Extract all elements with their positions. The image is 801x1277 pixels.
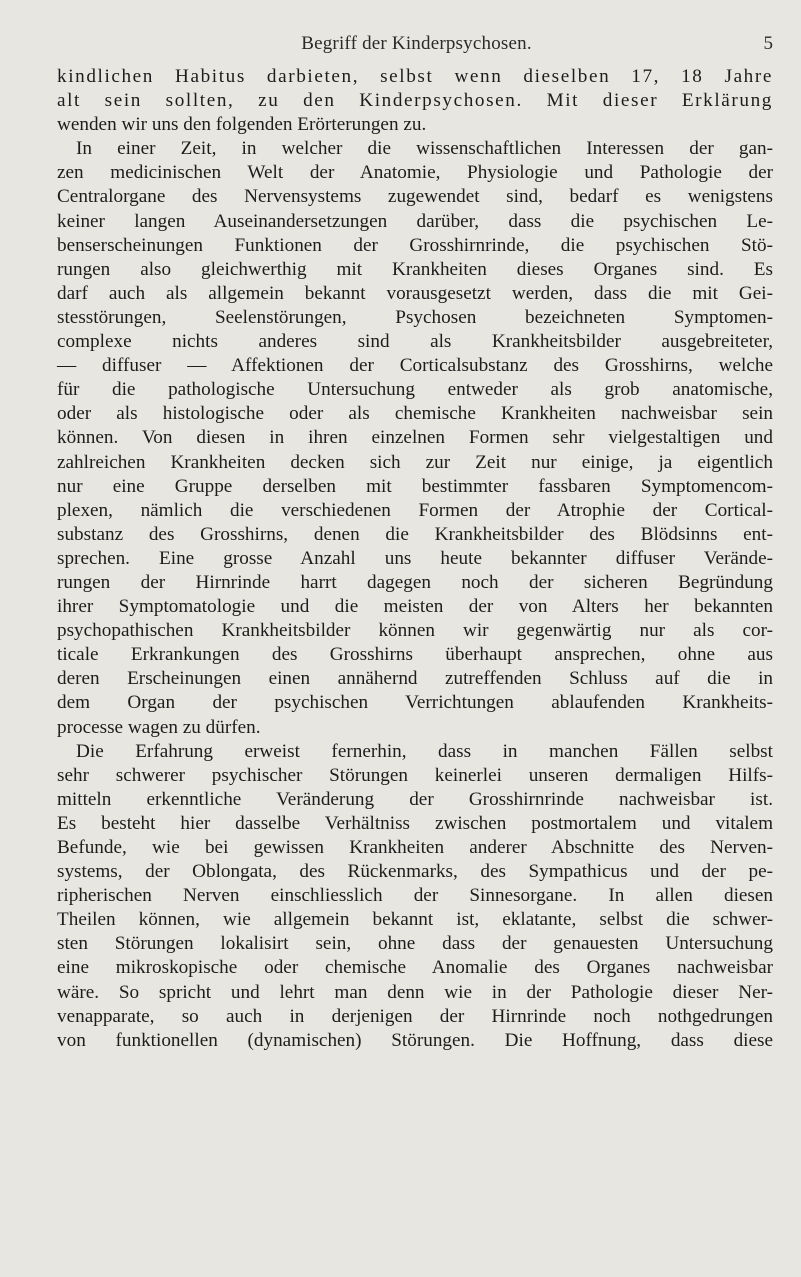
text-line: deren Erscheinungen einen annähernd zutreffenden Schluss auf die in — [57, 668, 773, 690]
running-title: Begriff der Kinderpsychosen. — [301, 33, 532, 54]
text-line: ticale Erkrankungen des Grosshirns überhaupt ansprechen, ohne aus — [57, 644, 773, 666]
text-line: Befunde, wie bei gewissen Krankheiten anderer Abschnitte des Nerven- — [57, 837, 773, 858]
text-line: rungen der Hirnrinde harrt dagegen noch der sicheren Begründung — [57, 571, 773, 593]
body-text — [57, 65, 773, 1053]
text-line: dem Organ der psychischen Verrichtungen ablaufenden Krankheits- — [57, 692, 773, 714]
text-line: sprechen. Eine grosse Anzahl uns heute bekannter diffuser Verände- — [57, 547, 773, 569]
text-line: plexen, nämlich die verschiedenen Formen der Atrophie der Cortical- — [57, 499, 773, 521]
text-line: alt sein sollten, zu den Kinderpsychosen. Mit dieser Erklärung — [57, 90, 773, 112]
text-line: keiner langen Auseinandersetzungen darüber, dass die psychischen Le- — [57, 210, 773, 232]
text-line: Theilen können, wie allgemein bekannt ist, eklatante, selbst die schwer- — [57, 909, 773, 931]
text-line: oder als histologische oder als chemische Krankheiten nachweisbar sein — [57, 403, 773, 425]
text-line: stesstörungen, Seelenstörungen, Psychosen bezeichneten Symptomen- — [57, 306, 773, 328]
text-line: zen medicinischen Welt der Anatomie, Physiologie und Pathologie der — [57, 162, 773, 184]
text-line: Die Erfahrung erweist fernerhin, dass in manchen Fällen selbst — [76, 740, 773, 762]
text-line: Es besteht hier dasselbe Verhältniss zwischen postmortalem und vitalem — [57, 812, 773, 834]
text-line: venapparate, so auch in derjenigen der Hirnrinde noch nothgedrungen — [57, 1005, 773, 1027]
text-line: wäre. So spricht und lehrt man denn wie in der Pathologie dieser Ner- — [57, 981, 773, 1003]
text-line: sehr schwerer psychischer Störungen keinerlei unseren dermaligen Hilfs- — [57, 764, 773, 786]
text-line: In einer Zeit, in welcher die wissenschaftlichen Interessen der gan- — [76, 138, 773, 160]
text-line: nur eine Gruppe derselben mit bestimmter fassbaren Symptomencom- — [57, 475, 773, 497]
text-line: darf auch als allgemein bekannt vorausgesetzt werden, dass die mit Gei- — [57, 282, 773, 304]
text-line: systems, der Oblongata, des Rückenmarks, des Sympathicus und der pe- — [57, 861, 773, 883]
text-line: eine mikroskopische oder chemische Anomalie des Organes nachweisbar — [57, 957, 773, 979]
page-number: 5 — [763, 33, 773, 54]
text-line: können. Von diesen in ihren einzelnen Formen sehr vielgestaltigen und — [57, 427, 773, 449]
text-line: zahlreichen Krankheiten decken sich zur Zeit nur einige, ja eigentlich — [57, 451, 773, 473]
text-line: ihrer Symptomatologie und die meisten der von Alters her bekannten — [57, 596, 773, 618]
text-line: substanz des Grosshirns, denen die Krankheitsbilder des Blödsinns ent- — [57, 523, 773, 545]
text-line: sten Störungen lokalisirt sein, ohne dass der genauesten Untersuchung — [57, 933, 773, 955]
text-line: ripherischen Nerven einschliesslich der Sinnesorgane. In allen diesen — [57, 885, 773, 907]
text-line: rungen also gleichwerthig mit Krankheiten dieses Organes sind. Es — [57, 258, 773, 280]
text-line: mitteln erkenntliche Veränderung der Grosshirnrinde nachweisbar ist. — [57, 788, 773, 810]
text-line: für die pathologische Untersuchung entweder als grob anatomische, — [57, 379, 773, 401]
text-line: complexe nichts anderes sind als Krankheitsbilder ausgebreiteter, — [57, 331, 773, 353]
text-line: von funktionellen (dynamischen) Störungen. Die Hoffnung, dass diese — [57, 1029, 773, 1051]
text-line: Centralorgane des Nervensystems zugewendet sind, bedarf es wenigstens — [57, 186, 773, 208]
text-line: processe wagen zu dürfen. — [57, 716, 261, 738]
text-line: kindlichen Habitus darbieten, selbst wenn dieselben 17, 18 Jahre — [57, 66, 773, 87]
text-line: psychopathischen Krankheitsbilder können wir gegenwärtig nur als cor- — [57, 620, 773, 642]
text-line: benserscheinungen Funktionen der Grosshirnrinde, die psychischen Stö- — [57, 234, 773, 256]
text-line: — diffuser — Affektionen der Corticalsubstanz des Grosshirns, welche — [57, 355, 773, 377]
text-line: wenden wir uns den folgenden Erörterungen zu. — [57, 114, 427, 136]
running-head — [60, 33, 773, 59]
